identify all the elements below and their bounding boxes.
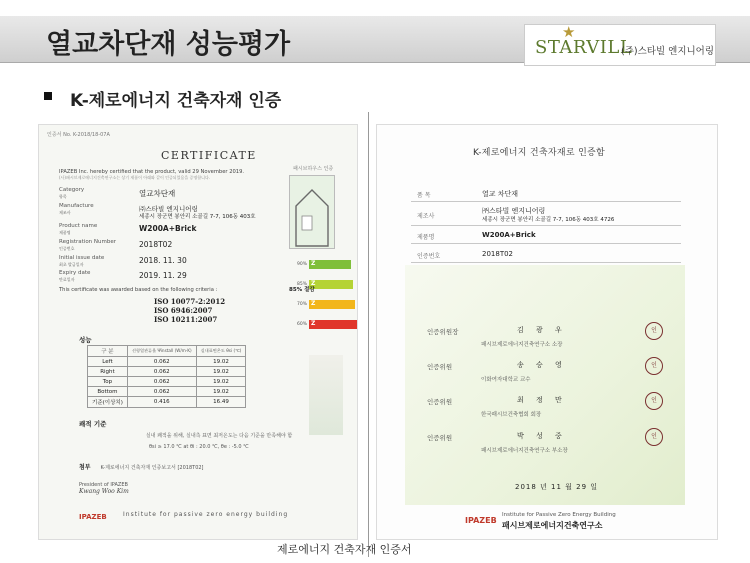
house-drawing [290,176,334,248]
judge-role: 인증위원장 [427,328,459,336]
field-value: 열교차단재 [139,189,176,198]
table-cell: Left [88,357,128,367]
field-label-ko: 만료일자 [59,277,75,282]
field-value: ㈜스타빌 엔지니어링 [482,207,546,215]
company-logo [524,24,716,66]
rating-pct: 60% [297,322,308,327]
certificate-document [38,124,358,540]
table-cell: Right [88,367,128,377]
comfort-text: 실내 쾌적을 위해, 실내측 표면 최저온도는 다음 기준을 만족해야 함 [145,433,293,439]
judge-affiliation: 패시브제로에너지건축연구소 부소장 [481,448,568,454]
figure-caption: 제로에너지 건축자재 인증서 [277,543,412,556]
attach-label: 첨부 [79,464,91,471]
table-cell: 16.49 [196,397,246,408]
divider [411,225,681,226]
divider [411,243,681,244]
table-cell: 19.02 [196,387,246,397]
field-value: W200A+Brick [139,224,197,233]
bullet-icon [44,92,52,100]
table-header: 선형열관류율 Ψinstall (W/m·K) [127,346,196,357]
divider [411,262,681,263]
certification-document [376,124,718,540]
standard: ISO 6946:2007 [154,306,213,315]
table-cell: 0.416 [127,397,196,408]
cert-heading: CERTIFICATE [161,149,257,162]
rating-bar: Z [309,280,353,289]
judge-name: 박 성 중 [517,432,567,440]
judge-role: 인증위원 [427,434,453,442]
field-value: 2019. 11. 29 [139,271,187,280]
cert-statement-en: IPAZEB Inc. hereby certified that the product, valid 29 November 2019. [59,169,245,175]
president-label: President of IPAZEB [79,482,128,488]
field-value: ㈜스타빌 엔지니어링 [139,205,198,213]
field-value: 2018T02 [482,250,513,258]
judge-name: 김 광 우 [517,326,567,334]
table-cell: Bottom [88,387,128,397]
slide-title: 열교차단재 성능평가 [46,29,291,60]
judge-name: 송 승 영 [517,361,567,369]
standard: ISO 10077-2:2012 [154,297,226,306]
table-cell: 19.02 [196,367,246,377]
field-label: 품 목 [417,192,431,199]
field-value: W200A+Brick [482,231,536,239]
table-cell: Top [88,377,128,387]
table-row [88,397,246,408]
field-value-address: 세종시 장군면 봉안리 소골길 7-7, 106동 403호 [139,214,256,220]
house-diagram [289,175,335,249]
issue-date: 2018 년 11 월 29 일 [515,483,599,491]
field-label-ko: 인증번호 [59,246,75,251]
rating-value: 85% 절감 [289,287,315,293]
divider [411,201,681,202]
table-cell: 기준(이상치) [88,397,128,408]
rating-bar: Z [309,300,355,309]
president-name: Kwang Woo Kim [79,488,129,495]
star-icon: ★ [562,23,576,41]
standard: ISO 10211:2007 [154,315,218,324]
performance-label: 성능 [79,336,92,344]
institute-name-en: Institute for Passive Zero Energy Building [502,512,616,518]
rating-pct: 70% [297,302,308,307]
table-row [88,387,246,397]
field-label-ko: 항목 [59,194,67,199]
field-label: Registration Number [59,239,117,245]
table-header: 실내표면온도 θsi (℃) [196,346,246,357]
field-label: Category [59,187,85,193]
rating-pct: 90% [297,262,308,267]
field-label: Product name [59,223,98,229]
seal-icon: 인 [645,428,663,446]
field-label: Manufacture [59,203,94,209]
ipazeb-logo: IPAZEB [465,516,497,525]
field-label: Initial issue date [59,255,105,261]
background-graphic [405,265,685,505]
cert-statement [59,169,289,181]
judge-role: 인증위원 [427,398,453,406]
field-label: 제품명 [417,234,435,241]
slide-header [0,0,750,72]
divider [368,112,369,557]
attachment [79,462,204,471]
table-cell: 0.062 [127,367,196,377]
field-value: 2018T02 [139,240,173,249]
judge-affiliation: 한국패시브건축협회 회장 [481,412,542,418]
field-label: Expiry date [59,270,91,276]
table-cell: 0.062 [127,377,196,387]
judge-affiliation: 이화여자대학교 교수 [481,377,531,383]
comfort-equation: θsi ≥ 17.0 ℃ at θi : 20.0 ℃, θe : -5.0 ℃ [149,444,249,450]
cert-statement-ko: (사)패시브제로에너지건축연구소는 상기 제품이 아래와 같이 인증되었음을 증명합니다. [59,175,211,180]
judge-name: 최 정 만 [517,396,567,404]
logo-company: (주)스타빌 엔지니어링 [621,46,715,57]
table-row [88,357,246,367]
field-value: 2018. 11. 30 [139,256,187,265]
table-cell: 19.02 [196,357,246,367]
field-label-ko: 제품명 [59,230,71,235]
judge-role: 인증위원 [427,363,453,371]
field-label: 인증번호 [417,253,441,260]
awarded-text: This certificate was awarded based on the following criteria : [59,287,218,293]
field-value-address: 세종시 장군면 봉안리 소골길 7-7, 106동 403호 4726 [482,217,615,223]
stamp-area [309,355,343,435]
table-cell: 0.062 [127,387,196,397]
field-label: 제조사 [417,213,435,220]
table-cell: 0.062 [127,357,196,367]
field-value: 열교 차단재 [482,190,519,198]
cert-heading: K-제로에너지 건축자재로 인증함 [473,148,606,158]
performance-table [87,345,246,408]
rating-bar: Z [309,320,357,329]
institute-name: Institute for passive zero energy building [123,511,289,518]
table-row [88,367,246,377]
comfort-label: 쾌적 기준 [79,420,107,428]
rating-title: 패시브하우스 인증 [293,166,334,172]
rating-pct: 85% [297,282,308,287]
seal-icon: 인 [645,322,663,340]
field-label-ko: 제조사 [59,210,71,215]
attach-text: K-제로에너지 건축자재 인증보고서 [2018T02] [100,465,204,471]
field-label-ko: 최초 발급일자 [59,262,84,267]
rating-bar: Z [309,260,351,269]
logo-brand: STARVILL [535,37,633,58]
seal-icon: 인 [645,357,663,375]
table-header: 구 분 [88,346,128,357]
judge-affiliation: 패시브제로에너지건축연구소 소장 [481,342,563,348]
section-title: K-제로에너지 건축자재 인증 [70,91,282,111]
institute-name-ko: 패시브제로에너지건축연구소 [502,521,603,530]
cert-ref: 인증서 No. K-2018/18-07A [47,132,110,138]
ipazeb-logo: IPAZEB [79,513,107,521]
table-cell: 19.02 [196,377,246,387]
table-row [88,377,246,387]
seal-icon: 인 [645,392,663,410]
